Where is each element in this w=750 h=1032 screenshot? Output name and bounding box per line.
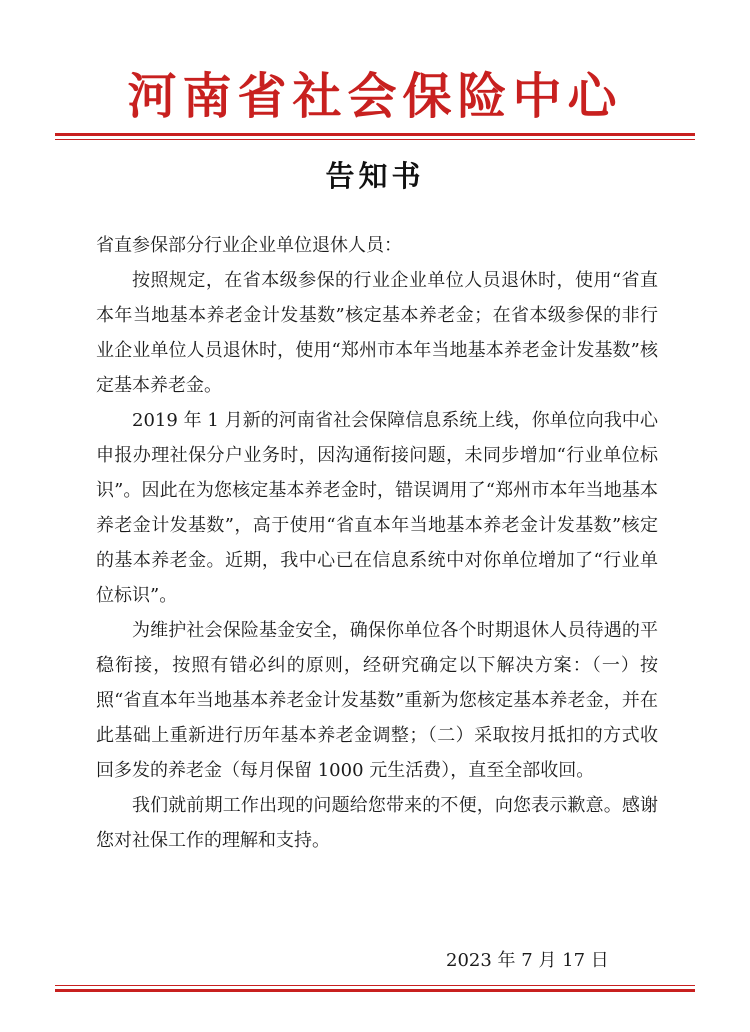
footer-divider-thick [55,989,695,992]
paragraph-1: 按照规定，在省本级参保的行业企业单位人员退休时，使用“省直本年当地基本养老金计发基数”核定基本养老金；在省本级参保的非行业企业单位人员退休时，使用“郑州市本年当地基本养老金计发基数”核定基本养老金。 [96,270,658,396]
paragraph-3: 为维护社会保险基金安全，确保你单位各个时期退休人员待遇的平稳衔接，按照有错必纠的原则，经研究确定以下解决方案：（一）按照“省直本年当地基本养老金计发基数”重新为您核定基本养老金，并在此基础上重新进行历年基本养老金调整；（二）采取按月抵扣的方式收回多发的养老金（每月保留 1000 元生活费），直至全部收回。 [96,620,658,781]
paragraph-4: 我们就前期工作出现的问题给您带来的不便，向您表示歉意。感谢您对社保工作的理解和支持。 [96,795,658,851]
paragraph-2: 2019 年 1 月新的河南省社会保障信息系统上线，你单位向我中心申报办理社保分户业务时，因沟通衔接问题，未同步增加“行业单位标识”。因此在为您核定基本养老金时，错误调用了“郑州市本年当地基本养老金计发基数”，高于使用“省直本年当地基本养老金计发基数”核定的基本养老金。近期，我中心已在信息系统中对你单位增加了“行业单位标识”。 [96,410,658,606]
document-body [96,228,658,858]
salutation: 省直参保部分行业企业单位退休人员： [96,235,402,256]
header-divider-thin [55,139,695,140]
header-divider-thick [55,133,695,136]
organization-header: 河南省社会保险中心 [127,67,623,125]
document-date: 2023 年 7 月 17 日 [446,950,609,971]
document-title: 告知书 [325,159,425,193]
footer-divider-thin [55,985,695,986]
